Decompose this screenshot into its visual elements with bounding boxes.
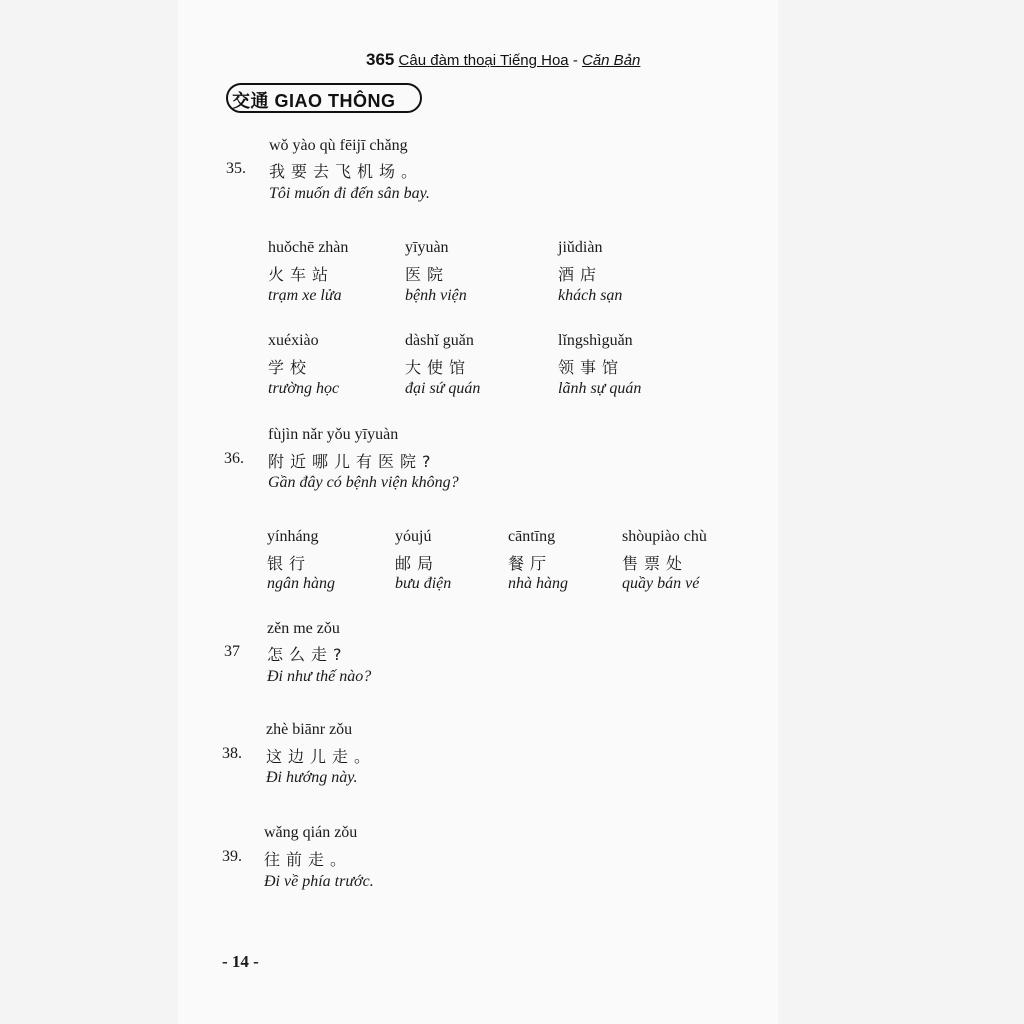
vocab-pinyin: dàshǐ guǎn — [405, 332, 474, 349]
vocab-hanzi: 售票处 — [622, 554, 689, 573]
vocab-hanzi: 银行 — [267, 554, 312, 573]
vocab-translation: đại sứ quán — [405, 380, 481, 397]
entry-hanzi: 附近哪儿有医院? — [268, 452, 437, 471]
vocab-translation: bưu điện — [395, 575, 452, 592]
entry-pinyin: wǒ yào qù fēijī chǎng — [269, 137, 408, 154]
vocab-hanzi: 学校 — [268, 358, 313, 377]
entry-hanzi: 往前走。 — [264, 850, 353, 869]
page-header — [366, 50, 640, 70]
vocab-translation: ngân hàng — [267, 575, 335, 592]
entry-translation: Gần đây có bệnh viện không? — [268, 474, 459, 491]
entry-pinyin: wǎng qián zǒu — [264, 824, 358, 841]
vocab-pinyin: shòupiào chù — [622, 528, 707, 545]
vocab-pinyin: jiǔdiàn — [558, 239, 603, 256]
entry-number: 39. — [222, 848, 242, 865]
entry-translation: Đi như thế nào? — [267, 668, 372, 685]
vocab-hanzi: 火车站 — [268, 265, 335, 284]
vocab-hanzi: 领事馆 — [558, 358, 625, 377]
vocab-pinyin: yīyuàn — [405, 239, 449, 256]
vocab-pinyin: yóujú — [395, 528, 432, 545]
vocab-translation: quầy bán vé — [622, 575, 700, 592]
vocab-hanzi: 酒店 — [558, 265, 603, 284]
entry-pinyin: zěn me zǒu — [267, 620, 340, 637]
vocab-pinyin: xuéxiào — [268, 332, 319, 349]
page-number: - 14 - — [222, 952, 259, 971]
header-separator: - — [568, 52, 582, 69]
vocab-translation: trạm xe lửa — [268, 287, 342, 304]
vocab-translation: lãnh sự quán — [558, 380, 642, 397]
vocab-hanzi: 医院 — [405, 265, 450, 284]
entry-number: 38. — [222, 745, 242, 762]
book-number: 365 — [366, 50, 395, 69]
entry-number: 35. — [226, 160, 246, 177]
vocab-pinyin: lǐngshìguǎn — [558, 332, 633, 349]
entry-pinyin: zhè biānr zǒu — [266, 721, 353, 738]
book-subtitle: Căn Bản — [582, 52, 641, 69]
entry-number: 36. — [224, 450, 244, 467]
entry-hanzi: 这边儿走。 — [266, 747, 377, 766]
entry-hanzi: 怎么走? — [267, 645, 348, 664]
entry-hanzi: 我要去飞机场。 — [269, 162, 424, 181]
vocab-translation: khách sạn — [558, 287, 623, 304]
book-page — [178, 0, 778, 1024]
vocab-pinyin: huǒchē zhàn — [268, 239, 349, 256]
section-title: 交通 GIAO THÔNG — [232, 91, 396, 111]
entry-translation: Tôi muốn đi đến sân bay. — [269, 185, 430, 202]
vocab-hanzi: 大使馆 — [405, 358, 472, 377]
book-title: Câu đàm thoại Tiếng Hoa — [398, 52, 569, 69]
vocab-translation: bệnh viện — [405, 287, 467, 304]
entry-translation: Đi hướng này. — [266, 769, 358, 786]
vocab-pinyin: cāntīng — [508, 528, 556, 545]
vocab-translation: trường học — [268, 380, 340, 397]
entry-number: 37 — [224, 643, 240, 660]
entry-pinyin: fùjìn nǎr yǒu yīyuàn — [268, 426, 399, 443]
vocab-pinyin: yínháng — [267, 528, 319, 545]
vocab-hanzi: 邮局 — [395, 554, 440, 573]
entry-translation: Đi về phía trước. — [264, 873, 374, 890]
vocab-hanzi: 餐厅 — [508, 554, 553, 573]
vocab-translation: nhà hàng — [508, 575, 568, 592]
